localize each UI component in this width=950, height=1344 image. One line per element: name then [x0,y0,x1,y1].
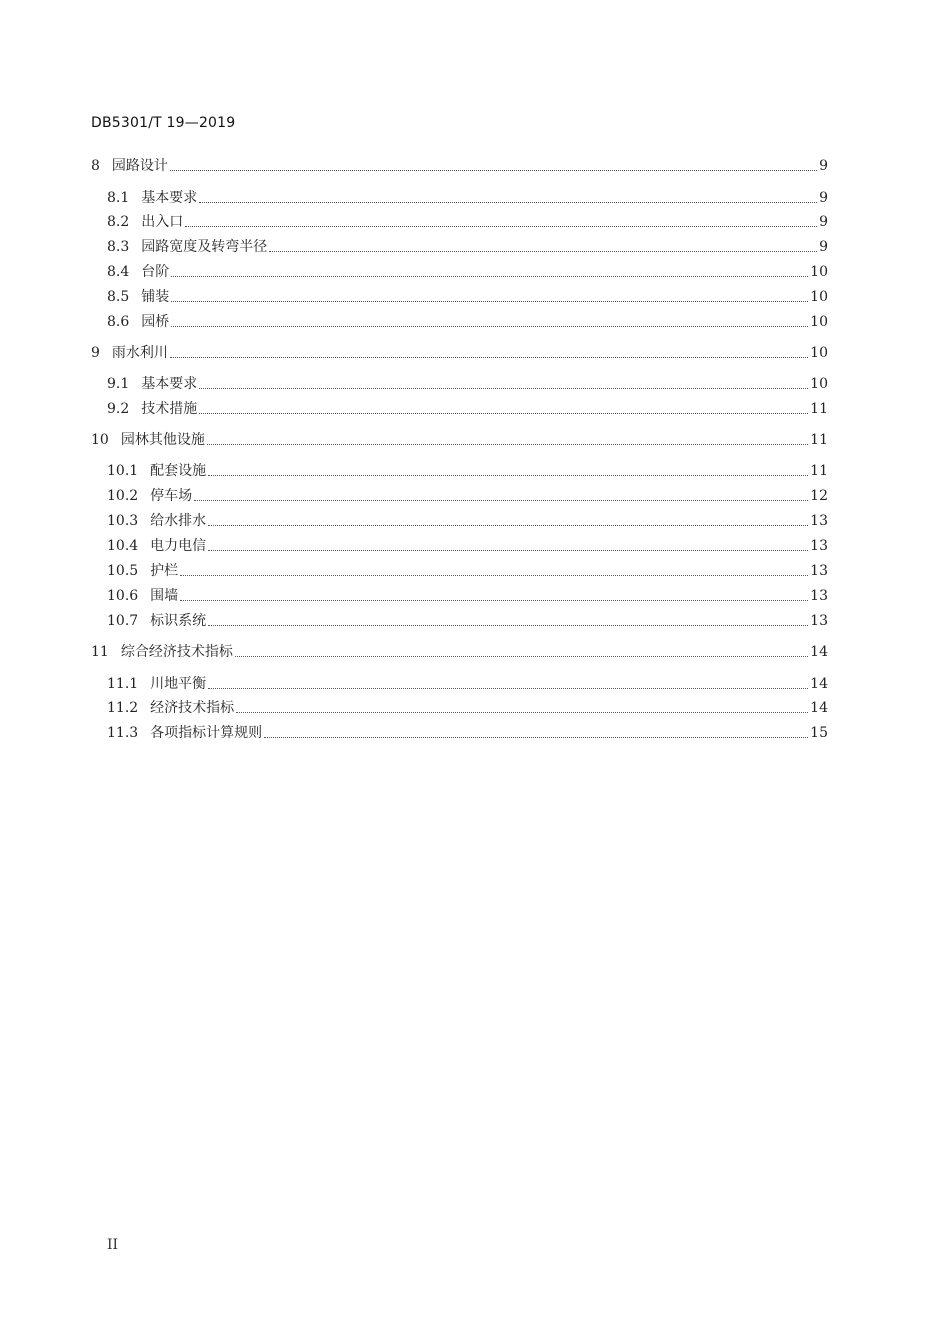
toc-entry-title: 园桥 [141,314,170,330]
toc-entry[interactable] [107,263,828,281]
toc-entry[interactable] [107,512,828,530]
toc-entry-title: 台阶 [141,264,170,280]
toc-entry-number: 8.3 [107,239,130,255]
toc-entry-title: 技术措施 [141,401,198,417]
toc-leader-dots [208,625,808,626]
toc-entry[interactable] [91,431,828,449]
toc-entry-page: 10 [810,264,828,280]
toc-entry-number: 9.2 [107,401,130,417]
toc-entry[interactable] [91,157,828,175]
toc-entry-page: 13 [810,588,828,604]
toc-leader-dots [180,600,808,601]
toc-entry-title: 各项指标计算规则 [150,725,263,741]
toc-entry-number: 10.5 [107,563,139,579]
toc-entry-number: 11.1 [107,676,139,692]
toc-entry-number: 10.4 [107,538,139,554]
toc-entry-title: 围墙 [150,588,179,604]
toc-entry-title: 经济技术指标 [150,700,235,716]
toc-entry-title: 停车场 [150,488,193,504]
toc-entry[interactable] [107,189,828,207]
toc-entry-number: 9.1 [107,376,130,392]
toc-entry[interactable] [91,643,828,661]
toc-leader-dots [170,170,817,171]
toc-entry[interactable] [91,344,828,362]
toc-entry-title: 园路宽度及转弯半径 [141,239,268,255]
toc-entry-page: 10 [810,376,828,392]
toc-entry-number: 8.2 [107,214,130,230]
toc-entry-number: 10.1 [107,463,139,479]
toc-entry-title: 基本要求 [141,376,198,392]
toc-entry-number: 10 [91,432,109,448]
toc-entry-number: 11.2 [107,700,139,716]
toc-entry-title: 标识系统 [150,613,207,629]
toc-leader-dots [171,301,808,302]
toc-entry-number: 8 [91,158,100,174]
toc-entry-title: 电力电信 [150,538,207,554]
toc-entry-number: 10.3 [107,513,139,529]
toc-entry-page: 9 [819,190,828,206]
toc-entry-title: 园林其他设施 [120,432,205,448]
toc-entry-page: 10 [810,345,828,361]
toc-leader-dots [171,326,808,327]
toc-entry-page: 10 [810,314,828,330]
toc-entry-title: 园路设计 [111,158,168,174]
toc-leader-dots [208,475,808,476]
toc-entry-number: 9 [91,345,100,361]
toc-leader-dots [180,575,808,576]
toc-entry[interactable] [107,462,828,480]
toc-entry[interactable] [107,537,828,555]
toc-leader-dots [236,712,808,713]
toc-entry-title: 出入口 [141,214,184,230]
toc-entry-page: 9 [819,214,828,230]
toc-leader-dots [199,413,808,414]
toc-entry-title: 基本要求 [141,190,198,206]
toc-entry-page: 10 [810,289,828,305]
toc-leader-dots [208,525,808,526]
toc-leader-dots [185,226,817,227]
toc-entry[interactable] [107,724,828,742]
toc-leader-dots [208,688,808,689]
toc-entry[interactable] [107,675,828,693]
toc-leader-dots [199,388,808,389]
toc-entry-number: 11 [91,644,109,660]
toc-entry-title: 铺装 [141,289,170,305]
toc-entry[interactable] [107,699,828,717]
document-id-header: DB5301/T 19—2019 [91,115,236,131]
toc-entry[interactable] [107,313,828,331]
toc-leader-dots [269,251,817,252]
toc-entry-page: 13 [810,513,828,529]
toc-entry-number: 10.6 [107,588,139,604]
toc-entry[interactable] [107,487,828,505]
toc-entry-number: 8.5 [107,289,130,305]
toc-entry-page: 11 [810,463,828,479]
toc-entry-number: 8.4 [107,264,130,280]
toc-entry-number: 11.3 [107,725,139,741]
toc-entry-number: 10.7 [107,613,139,629]
toc-entry-title: 川地平衡 [150,676,207,692]
toc-entry-page: 14 [810,676,828,692]
toc-entry-page: 13 [810,613,828,629]
toc-leader-dots [199,202,817,203]
toc-entry[interactable] [107,288,828,306]
toc-leader-dots [208,550,808,551]
toc-entry[interactable] [107,562,828,580]
toc-leader-dots [235,656,808,657]
toc-entry-page: 15 [810,725,828,741]
page-number-footer: II [107,1237,119,1253]
toc-entry-title: 综合经济技术指标 [120,644,233,660]
toc-entry[interactable] [107,587,828,605]
toc-entry-number: 8.1 [107,190,130,206]
toc-entry-title: 配套设施 [150,463,207,479]
toc-entry[interactable] [107,375,828,393]
toc-entry-title: 护栏 [150,563,179,579]
toc-entry-title: 给水排水 [150,513,207,529]
toc-entry-page: 11 [810,432,828,448]
toc-leader-dots [171,276,808,277]
toc-leader-dots [170,357,808,358]
toc-entry-page: 14 [810,644,828,660]
toc-entry[interactable] [107,238,828,256]
toc-entry-title: 雨水利川 [111,345,168,361]
toc-entry-page: 14 [810,700,828,716]
toc-leader-dots [194,500,808,501]
toc-entry-page: 11 [810,401,828,417]
toc-entry-page: 9 [819,239,828,255]
toc-entry[interactable] [107,213,828,231]
toc-leader-dots [207,444,808,445]
toc-entry-number: 10.2 [107,488,139,504]
toc-entry-page: 9 [819,158,828,174]
toc-leader-dots [264,737,808,738]
toc-entry-page: 13 [810,563,828,579]
toc-entry[interactable] [107,400,828,418]
toc-entry-number: 8.6 [107,314,130,330]
toc-entry[interactable] [107,612,828,630]
toc-entry-page: 12 [810,488,828,504]
toc-entry-page: 13 [810,538,828,554]
